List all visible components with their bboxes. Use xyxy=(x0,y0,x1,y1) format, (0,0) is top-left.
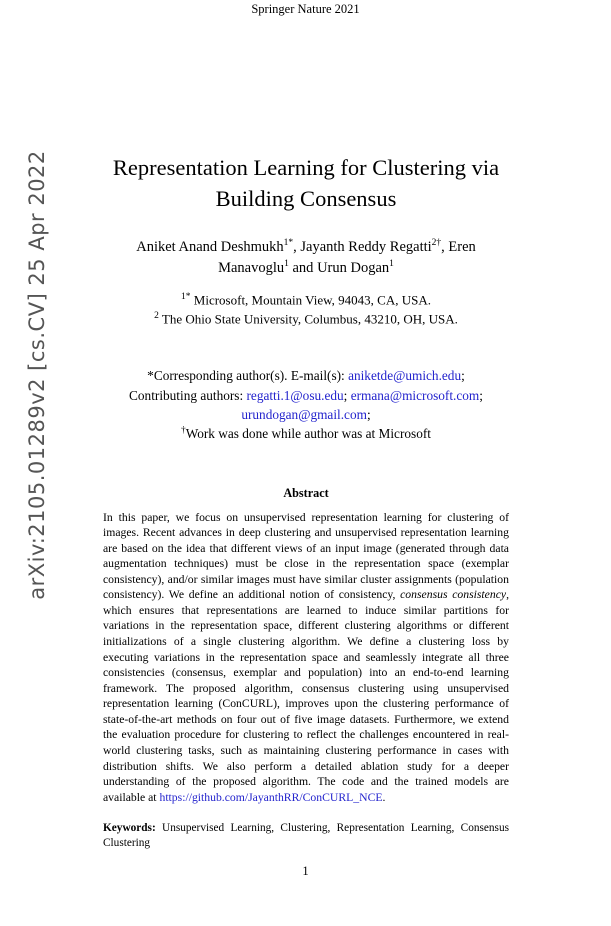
dagger-note-line xyxy=(103,424,509,443)
contributing-email-link-2[interactable]: ermana@microsoft.com xyxy=(350,387,480,403)
keywords-label: Keywords: xyxy=(103,822,156,835)
paper-title xyxy=(103,152,509,214)
arxiv-watermark: arXiv:2105.01289v2 [cs.CV] 25 Apr 2022 xyxy=(25,150,49,600)
contributing-email-link-1[interactable]: regatti.1@osu.edu xyxy=(246,387,344,403)
abstract-heading: Abstract xyxy=(283,485,329,500)
paper-title-line2: Building Consensus xyxy=(215,186,397,212)
page-number: 1 xyxy=(302,864,309,878)
corresponding-semicolon: ; xyxy=(461,368,465,384)
abstract-text-part3: . xyxy=(382,790,386,804)
affiliation-1 xyxy=(103,291,509,310)
author-sup-1: 1* xyxy=(283,238,294,249)
corresponding-author-line xyxy=(103,366,509,385)
paper-content-column xyxy=(103,0,509,852)
author-separator-2: , xyxy=(441,239,449,256)
contributing-authors-line-2 xyxy=(103,405,509,424)
affiliation-2 xyxy=(103,310,509,329)
running-header: Springer Nature 2021 xyxy=(251,2,360,16)
abstract-italic-phrase: consensus consistency xyxy=(400,588,507,602)
contributing-authors-line xyxy=(103,386,509,405)
github-repo-link[interactable]: https://github.com/JayanthRR/ConCURL_NCE xyxy=(159,790,383,804)
keywords-block xyxy=(103,821,509,852)
author-separator-3: and xyxy=(288,260,318,277)
keywords-text: Unsupervised Learning, Clustering, Representation Learning, Consensus Clustering xyxy=(103,822,509,850)
author-sup-2: 2† xyxy=(431,238,442,249)
author-list xyxy=(103,237,509,279)
author-name-4: Urun Dogan xyxy=(317,260,390,277)
dagger-marker: † xyxy=(181,425,186,436)
author-name-3: Eren Manavoglu xyxy=(218,239,476,277)
author-name-2: Jayanth Reddy Regatti xyxy=(300,239,432,256)
affiliation-1-text: Microsoft, Mountain View, 94043, CA, USA. xyxy=(190,292,431,308)
paper-title-line1: Representation Learning for Clustering via xyxy=(112,155,500,180)
author-sup-3: 1 xyxy=(284,259,289,270)
abstract-text-part2: , which ensures that representations are learned to induce similar partitions for variations in the representation space, different clustering algorithms or different initializations of a single clustering algorithm. We define a clustering loss by executing variations in the representation space and seamlessly integrate all three consistencies (consensus, exemplar and population) into an end-to-end learning framework. The proposed algorithm, consensus clustering using unsupervised representation learning (ConCURL), improves upon the clustering performance of state-of-the-art methods on four out of five image datasets. Furthermore, we extend the evaluation procedure for clustering to reflect the challenges encountered in real-world clustering tasks, such as maintaining clustering performance in cases with distribution shifts. We also perform a detailed ablation study for a deeper understanding of the proposed algorithm. The code and the trained models are available at xyxy=(103,588,509,804)
corresponding-email-link[interactable]: aniketde@umich.edu xyxy=(348,368,462,384)
contributing-semicolon-2: ; xyxy=(479,387,483,403)
author-sup-4: 1 xyxy=(389,259,394,270)
contributing-email-link-3[interactable]: urundogan@gmail.com xyxy=(241,407,367,422)
abstract-text-part1: In this paper, we focus on unsupervised representation learning for clustering of images. Recent advances in deep clustering and unsupervised representation learning are based on the idea that different views of an input image (generated through data augmentation techniques) must be close in the representation space (exemplar consistency), and/or similar images must have similar cluster assignments (population consistency). We define an additional notion of consistency, xyxy=(103,510,509,602)
affiliation-2-marker: 2 xyxy=(154,311,159,322)
affiliation-2-text: The Ohio State University, Columbus, 43210, OH, USA. xyxy=(158,311,458,327)
contributing-semicolon-1: ; xyxy=(343,387,351,403)
author-name-1: Aniket Anand Deshmukh xyxy=(136,239,284,256)
affiliation-list xyxy=(103,291,509,329)
dagger-note-text: Work was done while author was at Microsoft xyxy=(185,426,431,442)
abstract-body xyxy=(103,510,509,806)
affiliation-1-marker: 1* xyxy=(181,292,191,303)
author-separator-1: , xyxy=(293,239,301,256)
contributing-semicolon-3: ; xyxy=(366,407,371,422)
corresponding-prefix: *Corresponding author(s). E-mail(s): xyxy=(147,368,349,384)
contributing-prefix: Contributing authors: xyxy=(129,387,247,403)
contact-block xyxy=(103,366,509,443)
